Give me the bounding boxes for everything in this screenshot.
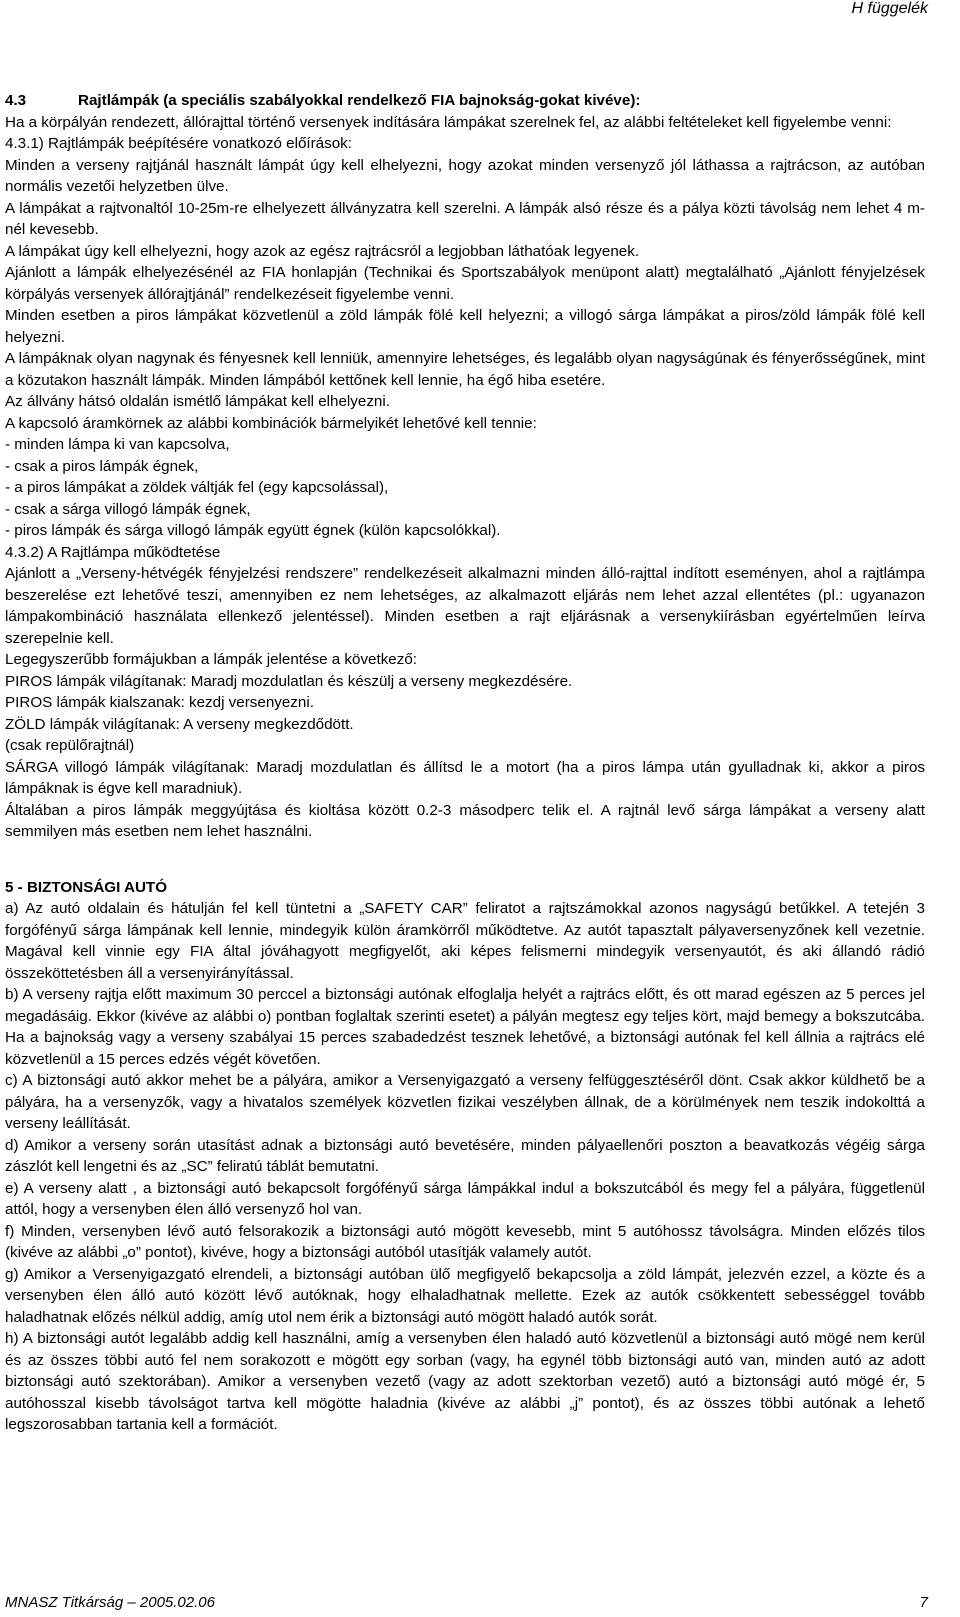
section-4-3-paragraph: Ajánlott a „Verseny-hétvégék fényjelzési rendszere” rendelkezéseit alkalmazni minden álló-rajttal indított eseményen, ahol a rajtlámpa beszerelése ezt lehetővé teszi, amennyiben ez nem lehetséges, az alkalmazott eljárás nem lehet azzal ellentétes (pl.: ugyanazon lámpakombináció használata ellenkező jelentéssel). Minden esetben a rajt eljárásnak a versenykiírásban egyértelműen leírva szerepelnie kell.: [5, 565, 925, 647]
section-5-paragraph: d) Amikor a verseny során utasítást adnak a biztonsági autó bevetésére, minden pályaellenőri poszton a beavatkozás végéig sárga zászlót kell lengetni és az „SC” feliratú táblát bemutatni.: [5, 1136, 925, 1175]
section-5-paragraph: a) Az autó oldalain és hátulján fel kell tüntetni a „SAFETY CAR” feliratot a rajtszámokkal azonos nagyságú betűkkel. A tetején 3 forgófényű sárga lámpának kell lennie, mindegyik külön áramkörről működtetve. Az autót tapasztalt pályaversenyzőnek kell vezetnie. Magával kell vinnie egy FIA által jóváhagyott megfigyelőt, aki képes felismerni mindegyik versenyautót, és aki állandó rádió összeköttetésben áll a versenyirányítással.: [5, 900, 925, 982]
section-4-3-paragraph: A lámpákat a rajtvonaltól 10-25m-re elhelyezett állványzatra kell szerelni. A lámpák alsó része és a pálya közti távolság nem lehet 4 m-nél kevesebb.: [5, 199, 925, 238]
section-4-3-paragraph: Az állvány hátsó oldalán ismétlő lámpákat kell elhelyezni.: [5, 393, 390, 410]
section-number: 4.3: [5, 92, 27, 109]
section-4-3-paragraph: - piros lámpák és sárga villogó lámpák együtt égnek (külön kapcsolókkal).: [5, 522, 501, 539]
section-4-3-paragraph: A lámpákat úgy kell elhelyezni, hogy azok az egész rajtrácsról a legjobban láthatóak legyenek.: [5, 242, 640, 260]
section-4-3-paragraph: Legegyszerűbb formájukban a lámpák jelentése a következő:: [5, 651, 417, 668]
section-4-3-paragraph: 4.3.1) Rajtlámpák beépítésére vonatkozó előírások:: [5, 135, 352, 152]
section-5-body: [5, 898, 925, 1436]
section-4-3-paragraph: - csak a piros lámpák égnek,: [5, 457, 199, 475]
page-number: 7: [919, 1594, 928, 1611]
document-body: [5, 90, 925, 1436]
section-4-3-body: [5, 112, 925, 843]
section-4-3-paragraph: Minden a verseny rajtjánál használt lámpát úgy kell elhelyezni, hogy azokat minden versenyző jól láthassa a rajtrácson, az autóban normális vezetői helyzetben ülve.: [5, 156, 925, 195]
section-4-3-paragraph: A kapcsoló áramkörnek az alábbi kombinációk bármelyikét lehetővé kell tennie:: [5, 414, 537, 432]
section-4-3-paragraph: (csak repülőrajtnál): [5, 737, 135, 754]
section-4-3-paragraph: Ha a körpályán rendezett, állórajttal történő versenyek indítására lámpákat szerelnek fel, az alábbi feltételeket kell figyelembe venni:: [5, 113, 892, 131]
section-5-heading: 5 - BIZTONSÁGI AUTÓ: [5, 878, 168, 896]
section-4-3-paragraph: PIROS lámpák világítanak: Maradj mozdulatlan és készülj a verseny megkezdésére.: [5, 672, 573, 690]
section-4-3-paragraph: Ajánlott a lámpák elhelyezésénél az FIA honlapján (Technikai és Sportszabályok menüpont alatt) megtalálható „Ajánlott fényjelzések körpályás versenyek állórajtjánál” rendelkezéseit figyelembe venni.: [5, 264, 925, 303]
section-4-3-paragraph: Minden esetben a piros lámpákat közvetlenül a zöld lámpák fölé kell helyezni; a villogó sárga lámpákat a piros/zöld lámpák fölé kell helyezni.: [5, 307, 925, 346]
section-4-3-paragraph: A lámpáknak olyan nagynak és fényesnek kell lenniük, amennyire lehetséges, és legalább olyan nagyságúnak és fényerősségűnek, mint a közutakon használt lámpák. Minden lámpából kettőnek kell lennie, ha égő hiba esetére.: [5, 350, 925, 389]
section-4-3-paragraph: - csak a sárga villogó lámpák égnek,: [5, 500, 251, 518]
section-4-3-paragraph: ZÖLD lámpák világítanak: A verseny megkezdődött.: [5, 715, 354, 733]
section-4-3-heading: [5, 90, 925, 112]
section-5-paragraph: e) A verseny alatt , a biztonsági autó bekapcsolt forgófényű sárga lámpákkal indul a bokszutcából és megy fel a pályára, függetlenül attól, hogy a versenyben élen álló versenyző hol van.: [5, 1179, 925, 1218]
section-4-3-paragraph: Általában a piros lámpák meggyújtása és kioltása között 0.2-3 másodperc telik el. A rajtnál levő sárga lámpákat a verseny alatt semmilyen más esetben nem lehet használni.: [5, 801, 925, 840]
section-5-paragraph: c) A biztonsági autó akkor mehet be a pályára, amikor a Versenyigazgató a verseny felfüggesztéséről dönt. Csak akkor küldhető be a pályára, ha a versenyzők, vagy a hivatalos személyek közvetlen fizikai veszélyben állnak, de a körülmények nem teszik indokolttá a verseny leállítását.: [5, 1072, 925, 1132]
section-5-paragraph: b) A verseny rajtja előtt maximum 30 perccel a biztonsági autónak elfoglalja helyét a rajtrács előtt, és ott marad egészen az 5 perces jel megadásáig. Ekkor (kivéve az alábbi o) pontban foglaltak szerinti esetet) a pályán megtesz egy teljes kört, majd bemegy a bokszutcába. Ha a bajnokság vagy a verseny szabályai 15 perces szabadedzést tesznek lehetővé, a biztonsági autónak fel kell állnia a rajtrács elé közvetlenül a 15 perces edzés végét követően.: [5, 986, 925, 1068]
section-5-paragraph: f) Minden, versenyben lévő autó felsorakozik a biztonsági autó mögött kevesebb, mint 5 autóhossz távolságra. Minden előzés tilos (kivéve az alábbi „o” pontot), kivéve, hogy a biztonsági autóból utasítják valamely autót.: [5, 1222, 925, 1261]
section-4-3-paragraph: SÁRGA villogó lámpák világítanak: Maradj mozdulatlan és állítsd le a motort (ha a piros lámpa után gyulladnak ki, akkor a piros lámpáknak is égve kell maradniuk).: [5, 758, 925, 797]
section-5-paragraph: h) A biztonsági autót legalább addig kell használni, amíg a versenyben élen haladó autó közvetlenül a biztonsági autó mögé nem kerül és az összes többi autó fel nem sorakozott e mögött egy sorban (vagy, ha egynél több biztonsági autó van, minden autó az adott biztonsági autó szektorában). Amikor a versenyben vezető (vagy az adott szektorban vezető) autó a biztonsági autó mögé ér, 5 autóhosszal kisebb távolságot tartva kell mögötte haladnia (kivéve az alábbi „j” pontot), és az összes többi autónak a lehető legszorosabban tartania kell a formációt.: [5, 1330, 925, 1433]
appendix-label: H függelék: [851, 0, 928, 17]
section-5-paragraph: g) Amikor a Versenyigazgató elrendeli, a biztonsági autóban ülő megfigyelő bekapcsolja a zöld lámpát, jelezvén ezzel, a közte és a versenyben élen álló autó között lévő autóknak, hogy elhaladhatnak mellette. Ezek az autók csökkentett sebességgel tovább haladhatnak előzés nélkül addig, amíg utol nem érik a biztonsági autó mögött haladó autók sorát.: [5, 1265, 925, 1326]
section-4-3-paragraph: PIROS lámpák kialszanak: kezdj versenyezni.: [5, 694, 314, 711]
section-title: Rajtlámpák (a speciális szabályokkal rendelkező FIA bajnokság-gokat kivéve):: [78, 92, 641, 109]
section-4-3-paragraph: - minden lámpa ki van kapcsolva,: [5, 436, 230, 453]
section-4-3-paragraph: - a piros lámpákat a zöldek váltják fel (egy kapcsolással),: [5, 479, 389, 496]
footer-org-date: MNASZ Titkárság – 2005.02.06: [5, 1594, 215, 1611]
section-4-3-paragraph: 4.3.2) A Rajtlámpa működtetése: [5, 543, 221, 561]
